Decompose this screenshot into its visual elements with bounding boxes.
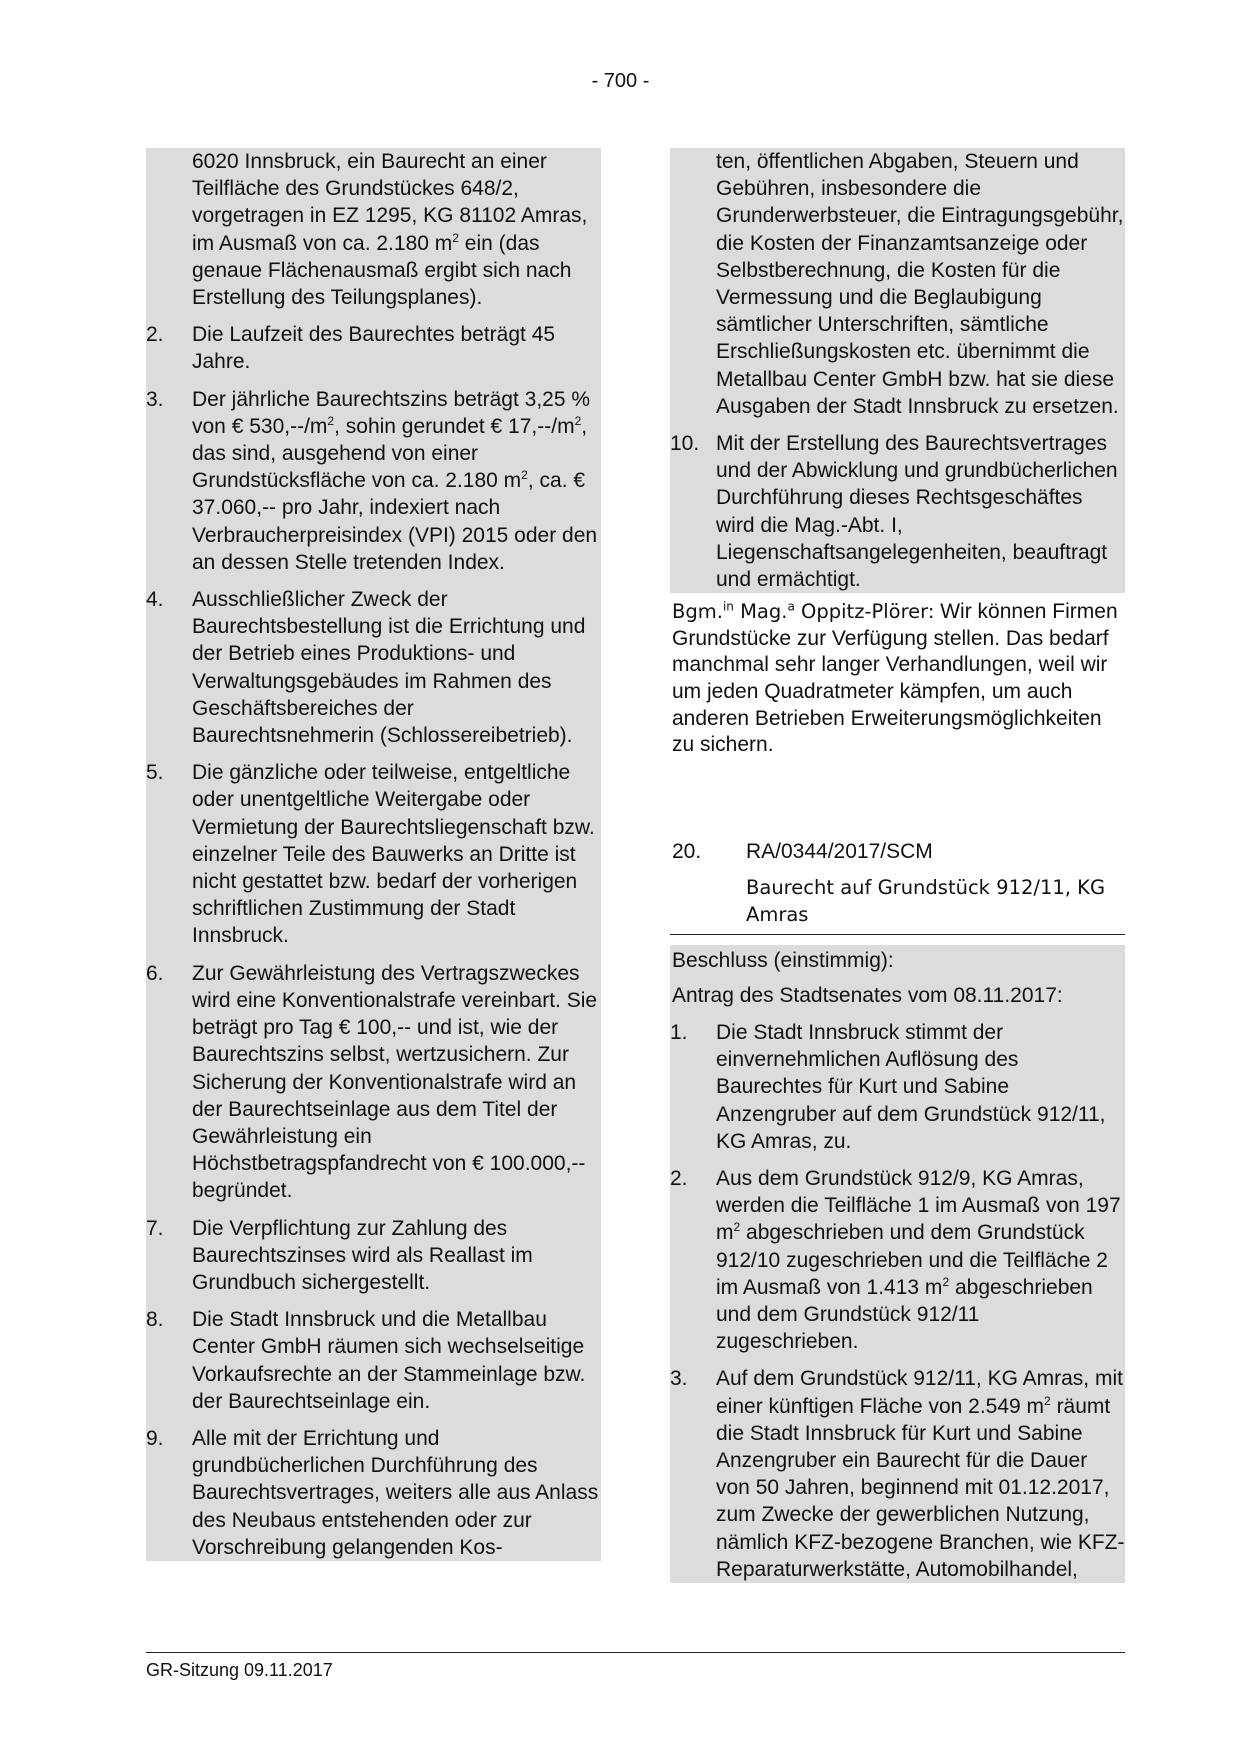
- speaker-name: Bgm.$^{in}$ Mag.$^a$ Oppitz-Plörer:: [672, 599, 935, 624]
- resolution-heading: Beschluss (einstimmig):: [672, 949, 894, 972]
- intro-paragraph: 6020 Innsbruck, ein Baurecht an einer Teilfläche des Grundstückes 648/2, vorgetragen in EZ 1295, KG 81102 Amras, im Ausmaß von ca. 2.180 $m^2$ ein (das genaue Flächenausmaß ergibt sich nach Erstellung des Teilungsplanes).: [192, 150, 588, 310]
- list-item-5: 5. Die gänzliche oder teilweise, entgeltliche oder unentgeltliche Weitergabe oder Vermietung der Baurechtsliegenschaft bzw. einzelner Teile des Bauwerks an Dritte ist nicht gestattet bzw. bedarf der vorherigen schriftlichen Zustimmung der Stadt Innsbruck.: [146, 761, 595, 948]
- continuation-block: [670, 148, 1125, 593]
- footer-divider: [146, 1652, 1125, 1653]
- motion-line: Antrag des Stadtsenates vom 08.11.2017:: [672, 984, 1063, 1007]
- agenda-item: [670, 838, 1125, 935]
- list-item-10: 10. Mit der Erstellung des Baurechtsvertrages und der Abwicklung und grundbücherlichen Durchführung dieses Rechtsgeschäftes wird die Mag.-Abt. I, Liegenschaftsangelegenheiten, beauftragt und ermächtigt.: [670, 432, 1118, 592]
- resolution-block: [670, 945, 1125, 1583]
- resolution-item-3: 3. Auf dem Grundstück 912/11, KG Amras, mit einer künftigen Fläche von 2.549 $m^2$ räumt die Stadt Innsbruck für Kurt und Sabine Anzengruber ein Baurecht für die Dauer von 50 Jahren, beginnend mit 01.12.2017, zum Zwecke der gewerblichen Nutzung, nämlich KFZ-bezogene Branchen, wie KFZ-Reparaturwerkstätte, Automobilhandel,: [670, 1367, 1125, 1581]
- footer-text: GR-Sitzung 09.11.2017: [146, 1660, 333, 1680]
- agenda-reference: RA/0344/2017/SCM: [746, 840, 933, 863]
- list-item-2: 2. Die Laufzeit des Baurechtes beträgt 45 Jahre.: [146, 323, 556, 374]
- list-item-9-continuation: ten, öffentlichen Abgaben, Steuern und Gebühren, insbesondere die Grunderwerbsteuer, die Eintragungsgebühr, die Kosten der Finanzamtsanzeige oder Selbstberechnung, die Kosten für die Vermessung und die Beglaubigung sämtlicher Unterschriften, sämtliche Erschließungskosten etc. übernimmt die Metallbau Center GmbH bzw. hat sie diese Ausgaben der Stadt Innsbruck zu ersetzen.: [716, 150, 1124, 418]
- agenda-title: Baurecht auf Grundstück 912/11, KG Amras: [746, 876, 1106, 926]
- list-item-7: 7. Die Verpflichtung zur Zahlung des Baurechtszinses wird als Reallast im Grundbuch sichergestellt.: [146, 1216, 533, 1294]
- speech-paragraph: Bgm.$^{in}$ Mag.$^a$ Oppitz-Plörer: Wir können Firmen Grundstücke zur Verfügung stellen. Das bedarf manchmal sehr langer Verhandlungen, weil wir um jeden Quadratmeter kämpfen, um auch anderen Betrieben Erweiterungsmöglichkeiten zu sichern.: [672, 599, 1118, 757]
- right-column: [670, 148, 1125, 759]
- left-column: [146, 148, 601, 1561]
- resolution-item-1: 1. Die Stadt Innsbruck stimmt der einvernehmlichen Auflösung des Baurechtes für Kurt und Sabine Anzengruber auf dem Grundstück 912/11, KG Amras, zu.: [670, 1021, 1106, 1153]
- list-item-6: 6. Zur Gewährleistung des Vertragszweckes wird eine Konventionalstrafe vereinbart. Sie beträgt pro Tag € 100,-- und ist, wie der Baurechtszins selbst, wertzusichern. Zur Sicherung der Konventionalstrafe wird an der Baurechtseinlage aus dem Titel der Gewährleistung ein Höchstbetragspfandrecht von € 100.000,-- begründet.: [146, 961, 598, 1203]
- page-number: - 700 -: [591, 70, 650, 92]
- list-item-3: 3. Der jährliche Baurechtszins beträgt 3,25 % von € $530,--/m^2$, sohin gerundet € $17,--/m^2$, das sind, ausgehend von einer Grundstücksfläche von ca. 2.180 $m^2$, ca. € 37.060,-- pro Jahr, indexiert nach Verbraucherpreisindex (VPI) 2015 oder den an dessen Stelle tretenden Index.: [146, 387, 598, 574]
- list-item-9: 9. Alle mit der Errichtung und grundbücherlichen Durchführung des Baurechtsvertrages, weiters alle aus Anlass des Neubaus entstehenden oder zur Vorschreibung gelangenden Kos-: [146, 1426, 599, 1559]
- list-item-8: 8. Die Stadt Innsbruck und die Metallbau Center GmbH räumen sich wechselseitige Vorkaufsrechte an der Stammeinlage bzw. der Baurechtseinlage ein.: [146, 1308, 586, 1413]
- resolution-item-2: 2. Aus dem Grundstück 912/9, KG Amras, werden die Teilfläche 1 im Ausmaß von 197 $m^2$ abgeschrieben und dem Grundstück 912/10 zugeschrieben und die Teilfläche 2 im Ausmaß von 1.413 $m^2$ abgeschrieben und dem Grundstück 912/11 zugeschrieben.: [670, 1167, 1121, 1354]
- list-item-4: 4. Ausschließlicher Zweck der Baurechtsbestellung ist die Errichtung und der Betrieb eines Produktions- und Verwaltungsgebäudes im Rahmen des Geschäftsbereiches der Baurechtsnehmerin (Schlossereibetrieb).: [146, 588, 586, 748]
- agenda-divider: [670, 934, 1125, 935]
- agenda-number: 20.: [672, 840, 702, 863]
